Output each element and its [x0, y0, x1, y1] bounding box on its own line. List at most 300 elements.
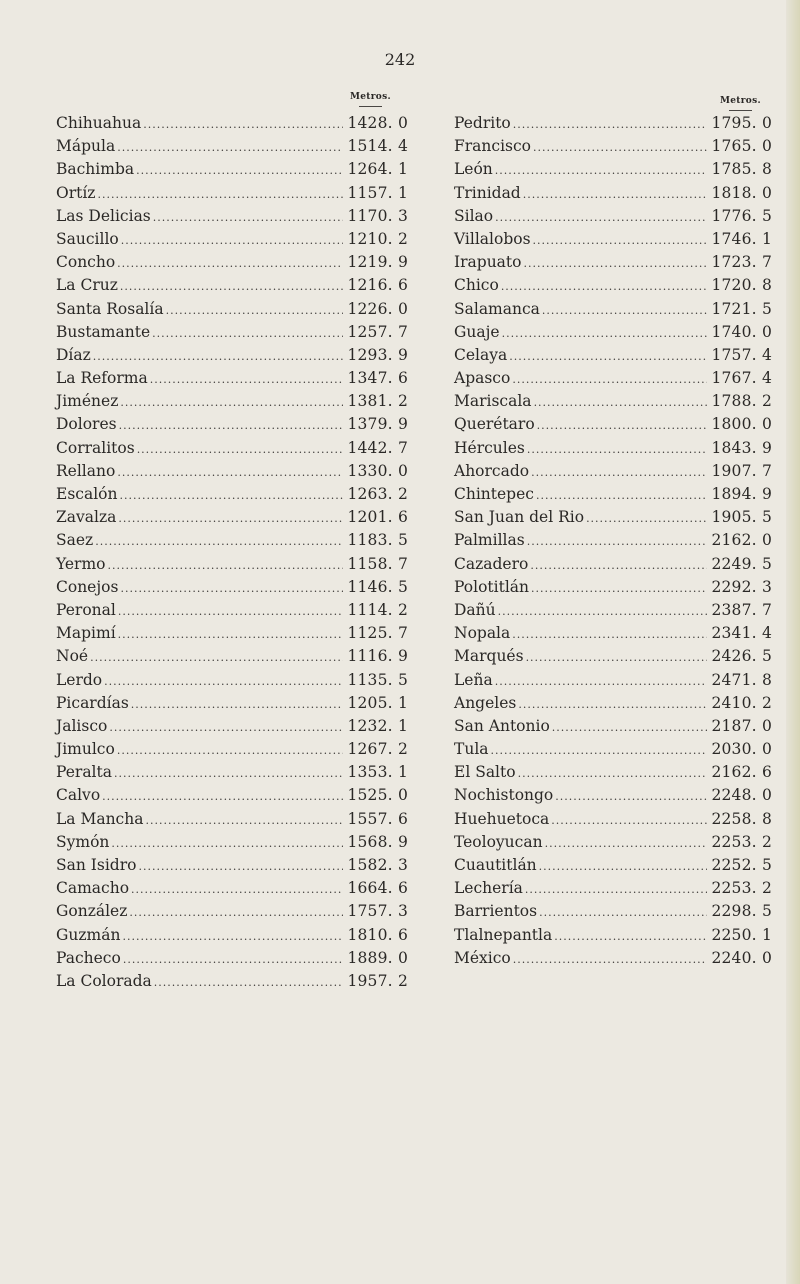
altitude-value: 1568. 9	[347, 832, 408, 851]
table-row	[454, 715, 772, 738]
dot-leader	[166, 298, 344, 322]
station-name: Irapuato	[454, 253, 522, 272]
altitude-value: 1907. 7	[711, 461, 772, 480]
dot-leader	[513, 112, 708, 136]
table-row	[454, 924, 772, 947]
station-name: Noé	[56, 647, 89, 666]
dot-leader	[527, 437, 708, 461]
station-name: Escalón	[56, 485, 118, 503]
altitude-value: 2426. 5	[711, 647, 772, 666]
station-name: La Colorada	[56, 971, 152, 990]
dot-leader	[93, 344, 344, 368]
altitude-value: 2258. 8	[711, 809, 772, 828]
altitude-value: 2253. 2	[711, 879, 772, 898]
table-row	[56, 182, 408, 205]
altitude-value: 1216. 6	[347, 276, 408, 295]
dot-leader	[117, 738, 344, 762]
dot-leader	[523, 251, 707, 275]
station-name: San Isidro	[56, 856, 137, 874]
station-name: Ortíz	[56, 183, 96, 202]
altitude-value: 1232. 1	[347, 716, 408, 735]
station-name: Zavalza	[56, 508, 117, 527]
dot-leader	[513, 947, 708, 971]
station-name: Palmillas	[454, 531, 525, 550]
station-name: Calvo	[56, 786, 101, 805]
altitude-value: 1157. 1	[347, 183, 408, 202]
station-name: Tlalnepantla	[454, 925, 553, 944]
dot-leader	[137, 437, 344, 461]
dot-leader	[97, 182, 343, 206]
table-row	[56, 854, 408, 877]
dot-leader	[118, 506, 343, 530]
dot-leader	[537, 413, 708, 437]
table-row	[56, 738, 408, 761]
altitude-value: 1158. 7	[347, 554, 408, 573]
altitude-value: 1353. 1	[347, 763, 408, 782]
table-row	[454, 251, 772, 274]
station-name: Ahorcado	[454, 461, 530, 480]
table-row	[454, 112, 772, 135]
dot-leader	[117, 251, 343, 275]
table-row	[454, 831, 772, 854]
altitude-value: 1514. 4	[347, 137, 408, 156]
table-row	[56, 460, 408, 483]
page-edge	[786, 0, 800, 1284]
station-name: Mapimí	[56, 624, 116, 643]
altitude-value: 1379. 9	[347, 415, 408, 434]
station-name: Guzmán	[56, 925, 121, 944]
table-row	[454, 738, 772, 761]
dot-leader	[509, 344, 707, 368]
dot-leader	[531, 460, 707, 484]
altitude-value: 1800. 0	[711, 415, 772, 434]
altitude-value: 1557. 6	[347, 809, 408, 828]
table-row	[454, 761, 772, 784]
table-row	[56, 692, 408, 715]
table-row	[454, 854, 772, 877]
altitude-value: 1330. 0	[347, 461, 408, 480]
table-row	[56, 831, 408, 854]
dot-leader	[542, 298, 708, 322]
station-list-right	[454, 112, 772, 970]
station-name: Chintepec	[454, 485, 534, 503]
station-name: Jalisco	[56, 716, 108, 735]
dot-leader	[152, 321, 343, 345]
dot-leader	[495, 669, 708, 693]
altitude-value: 1740. 0	[711, 322, 772, 341]
station-name: Dolores	[56, 415, 117, 434]
dot-leader	[530, 553, 707, 577]
table-row	[56, 251, 408, 274]
table-row	[454, 321, 772, 344]
altitude-value: 1205. 1	[347, 693, 408, 712]
altitude-value: 1843. 9	[711, 438, 772, 457]
table-row	[56, 321, 408, 344]
station-name: Polotitlán	[454, 577, 530, 596]
dot-leader	[150, 367, 344, 391]
station-name: Peronal	[56, 600, 116, 619]
station-name: Teoloyucan	[454, 832, 543, 851]
station-name: Picardías	[56, 693, 129, 712]
dot-leader	[518, 761, 708, 785]
dot-leader	[554, 924, 707, 948]
table-row	[454, 947, 772, 970]
station-name: Saucillo	[56, 229, 119, 248]
dot-leader	[121, 228, 344, 252]
altitude-value: 2253. 2	[711, 832, 772, 851]
table-row	[56, 413, 408, 436]
station-name: Lechería	[454, 879, 523, 898]
station-name: La Reforma	[56, 369, 148, 388]
dot-leader	[495, 158, 708, 182]
altitude-value: 2471. 8	[711, 670, 772, 689]
dot-leader	[502, 321, 708, 345]
altitude-value: 1723. 7	[711, 253, 772, 272]
altitude-value: 1257. 7	[347, 322, 408, 341]
table-row	[56, 599, 408, 622]
dot-leader	[111, 831, 343, 855]
altitude-value: 1788. 2	[711, 392, 772, 411]
dot-leader	[108, 553, 344, 577]
dot-leader	[495, 205, 707, 229]
table-row	[56, 506, 408, 529]
dot-leader	[114, 761, 343, 785]
station-name: Apasco	[454, 369, 511, 388]
dot-leader	[536, 483, 707, 507]
table-row	[454, 460, 772, 483]
table-row	[56, 877, 408, 900]
dot-leader	[534, 390, 708, 414]
table-row	[56, 924, 408, 947]
altitude-value: 1114. 2	[347, 600, 408, 619]
dot-leader	[525, 877, 708, 901]
altitude-value: 1210. 2	[347, 229, 408, 248]
dot-leader	[512, 367, 707, 391]
altitude-value: 1721. 5	[711, 299, 772, 318]
table-row	[454, 182, 772, 205]
station-name: Angeles	[454, 693, 517, 712]
station-name: Dañú	[454, 600, 496, 619]
dot-leader	[552, 715, 708, 739]
table-row	[56, 158, 408, 181]
table-row	[454, 576, 772, 599]
dot-leader	[555, 784, 707, 808]
dot-leader	[122, 924, 343, 948]
dot-leader	[526, 645, 708, 669]
station-name: Huehuetoca	[454, 809, 550, 828]
altitude-value: 2252. 5	[711, 856, 772, 874]
table-row	[56, 274, 408, 297]
dot-leader	[518, 692, 707, 716]
station-name: Mápula	[56, 137, 116, 156]
altitude-value: 1263. 2	[347, 485, 408, 503]
altitude-value: 1894. 9	[711, 485, 772, 503]
altitude-value: 1818. 0	[711, 183, 772, 202]
station-name: Santa Rosalía	[56, 299, 164, 318]
altitude-value: 1776. 5	[711, 206, 772, 225]
altitude-value: 1428. 0	[347, 114, 408, 132]
station-name: Marqués	[454, 647, 524, 666]
table-row	[454, 344, 772, 367]
table-row	[454, 900, 772, 923]
station-name: Pedrito	[454, 114, 511, 132]
altitude-value: 1219. 9	[347, 253, 408, 272]
table-row	[56, 784, 408, 807]
altitude-value: 1267. 2	[347, 740, 408, 759]
table-row	[454, 808, 772, 831]
dot-leader	[153, 205, 344, 229]
dot-leader	[119, 413, 344, 437]
table-row	[454, 390, 772, 413]
station-name: Cazadero	[454, 554, 529, 573]
station-name: Cuautitlán	[454, 856, 537, 874]
dot-leader	[154, 970, 344, 994]
altitude-value: 1720. 8	[711, 276, 772, 295]
table-row	[454, 205, 772, 228]
altitude-value: 1170. 3	[347, 206, 408, 225]
table-row	[454, 877, 772, 900]
dot-leader	[498, 599, 708, 623]
dot-leader	[545, 831, 708, 855]
station-name: Peralta	[56, 763, 112, 782]
dot-leader	[90, 645, 343, 669]
station-name: Jiménez	[56, 392, 119, 411]
station-name: Barrientos	[454, 902, 538, 921]
altitude-value: 2292. 3	[711, 577, 772, 596]
station-name: Bustamante	[56, 322, 151, 341]
dot-leader	[145, 808, 343, 832]
table-row	[454, 784, 772, 807]
altitude-value: 2187. 0	[711, 716, 772, 735]
station-name: La Mancha	[56, 809, 144, 828]
station-name: Guaje	[454, 322, 500, 341]
dot-leader	[118, 622, 344, 646]
altitude-value: 2249. 5	[711, 554, 772, 573]
dot-leader	[551, 808, 707, 832]
table-row	[454, 367, 772, 390]
station-name: Trinidad	[454, 183, 521, 202]
station-name: Silao	[454, 206, 494, 225]
dot-leader	[129, 900, 343, 924]
station-name: Celaya	[454, 345, 508, 364]
table-row	[454, 599, 772, 622]
table-row	[56, 483, 408, 506]
station-name: Rellano	[56, 461, 116, 480]
table-row	[454, 437, 772, 460]
altitude-value: 1795. 0	[711, 114, 772, 132]
station-name: Nochistongo	[454, 786, 554, 805]
dot-leader	[539, 854, 708, 878]
table-row	[56, 135, 408, 158]
station-name: Yermo	[56, 554, 106, 573]
table-row	[454, 158, 772, 181]
table-row	[56, 529, 408, 552]
station-name: Symón	[56, 832, 110, 851]
station-name: Saez	[56, 531, 94, 550]
altitude-value: 1664. 6	[347, 879, 408, 898]
table-row	[56, 715, 408, 738]
table-row	[454, 529, 772, 552]
station-name: Lerdo	[56, 670, 103, 689]
dot-leader	[117, 460, 343, 484]
altitude-value: 1582. 3	[347, 856, 408, 874]
dot-leader	[523, 182, 708, 206]
dot-leader	[533, 228, 708, 252]
table-row	[56, 390, 408, 413]
table-row	[56, 970, 408, 993]
table-row	[56, 947, 408, 970]
table-row	[454, 483, 772, 506]
station-name: Chihuahua	[56, 114, 142, 132]
altitude-value: 2341. 4	[711, 624, 772, 643]
dot-leader	[120, 390, 343, 414]
station-name: México	[454, 948, 511, 967]
table-row	[454, 135, 772, 158]
table-row	[56, 367, 408, 390]
station-name: Pacheco	[56, 948, 121, 967]
table-row	[56, 576, 408, 599]
dot-leader	[512, 622, 707, 646]
altitude-value: 1183. 5	[347, 531, 408, 550]
dot-leader	[527, 529, 708, 553]
station-name: Corralitos	[56, 438, 135, 457]
dot-leader	[586, 506, 707, 530]
table-row	[454, 622, 772, 645]
altitude-value: 2248. 0	[711, 786, 772, 805]
dot-leader	[143, 112, 343, 136]
altitude-value: 1201. 6	[347, 508, 408, 527]
altitude-value: 1525. 0	[347, 786, 408, 805]
altitude-value: 1746. 1	[711, 229, 772, 248]
table-row	[56, 622, 408, 645]
altitude-value: 2387. 7	[711, 600, 772, 619]
dot-leader	[123, 947, 344, 971]
table-row	[56, 298, 408, 321]
altitude-value: 1810. 6	[347, 925, 408, 944]
altitude-value: 1293. 9	[347, 345, 408, 364]
altitude-value: 2298. 5	[711, 902, 772, 921]
table-row	[454, 692, 772, 715]
dot-leader	[533, 135, 707, 159]
dot-leader	[95, 529, 343, 553]
dot-leader	[491, 738, 708, 762]
station-name: El Salto	[454, 763, 516, 782]
dot-leader	[102, 784, 343, 808]
table-row	[454, 274, 772, 297]
table-row	[56, 344, 408, 367]
station-name: Querétaro	[454, 415, 535, 434]
dot-leader	[531, 576, 707, 600]
table-row	[454, 298, 772, 321]
table-row	[56, 437, 408, 460]
station-name: Nopala	[454, 624, 511, 643]
altitude-value: 1757. 4	[711, 345, 772, 364]
altitude-value: 1889. 0	[347, 948, 408, 967]
station-name: Villalobos	[454, 229, 531, 248]
altitude-value: 2162. 6	[711, 763, 772, 782]
table-row	[454, 553, 772, 576]
altitude-value: 2240. 0	[711, 948, 772, 967]
table-row	[56, 228, 408, 251]
altitude-value: 1765. 0	[711, 137, 772, 156]
table-row	[56, 112, 408, 135]
station-name: Jimulco	[56, 740, 115, 759]
table-row	[454, 645, 772, 668]
station-name: Las Delicias	[56, 206, 151, 225]
dot-leader	[120, 576, 343, 600]
dot-leader	[501, 274, 708, 298]
station-name: San Antonio	[454, 716, 550, 735]
table-row	[56, 669, 408, 692]
table-row	[454, 228, 772, 251]
altitude-value: 1146. 5	[347, 577, 408, 596]
table-row	[56, 761, 408, 784]
altitude-value: 1264. 1	[347, 160, 408, 179]
table-row	[56, 900, 408, 923]
station-name: La Cruz	[56, 276, 118, 295]
station-name: Bachimba	[56, 160, 135, 179]
table-row	[454, 413, 772, 436]
dot-leader	[118, 599, 344, 623]
dot-leader	[117, 135, 343, 159]
dot-leader	[104, 669, 343, 693]
station-name: Tula	[454, 740, 489, 759]
dot-leader	[109, 715, 343, 739]
station-name: Salamanca	[454, 299, 540, 318]
altitude-value: 1135. 5	[347, 670, 408, 689]
table-row	[454, 669, 772, 692]
station-name: Chico	[454, 276, 499, 295]
table-row	[454, 506, 772, 529]
station-name: Camacho	[56, 879, 130, 898]
altitude-value: 1442. 7	[347, 438, 408, 457]
altitude-value: 2250. 1	[711, 925, 772, 944]
station-name: Díaz	[56, 345, 91, 364]
dot-leader	[120, 274, 344, 298]
dot-leader	[131, 877, 343, 901]
table-row	[56, 645, 408, 668]
unit-header-left: Metros.	[350, 92, 391, 102]
table-row	[56, 205, 408, 228]
station-name: Concho	[56, 253, 116, 272]
station-name: Mariscala	[454, 392, 532, 411]
altitude-value: 1116. 9	[347, 647, 408, 666]
dot-leader	[136, 158, 343, 182]
station-name: León	[454, 160, 493, 179]
dot-leader	[131, 692, 344, 716]
dot-leader	[138, 854, 343, 878]
altitude-value: 1767. 4	[711, 369, 772, 388]
altitude-value: 1757. 3	[347, 902, 408, 921]
dot-leader	[119, 483, 343, 507]
altitude-value: 1347. 6	[347, 369, 408, 388]
altitude-value: 1226. 0	[347, 299, 408, 318]
dot-leader	[539, 900, 707, 924]
altitude-value: 2162. 0	[711, 531, 772, 550]
page-number: 242	[384, 50, 416, 69]
station-name: Leña	[454, 670, 493, 689]
station-name: Hércules	[454, 438, 525, 457]
station-name: San Juan del Rio	[454, 508, 585, 527]
station-list-left	[56, 112, 408, 993]
altitude-value: 2410. 2	[711, 693, 772, 712]
altitude-value: 1125. 7	[347, 624, 408, 643]
altitude-value: 1957. 2	[347, 971, 408, 990]
altitude-value: 1381. 2	[347, 392, 408, 411]
station-name: González	[56, 902, 128, 921]
unit-header-right: Metros.	[720, 96, 761, 106]
table-row	[56, 808, 408, 831]
